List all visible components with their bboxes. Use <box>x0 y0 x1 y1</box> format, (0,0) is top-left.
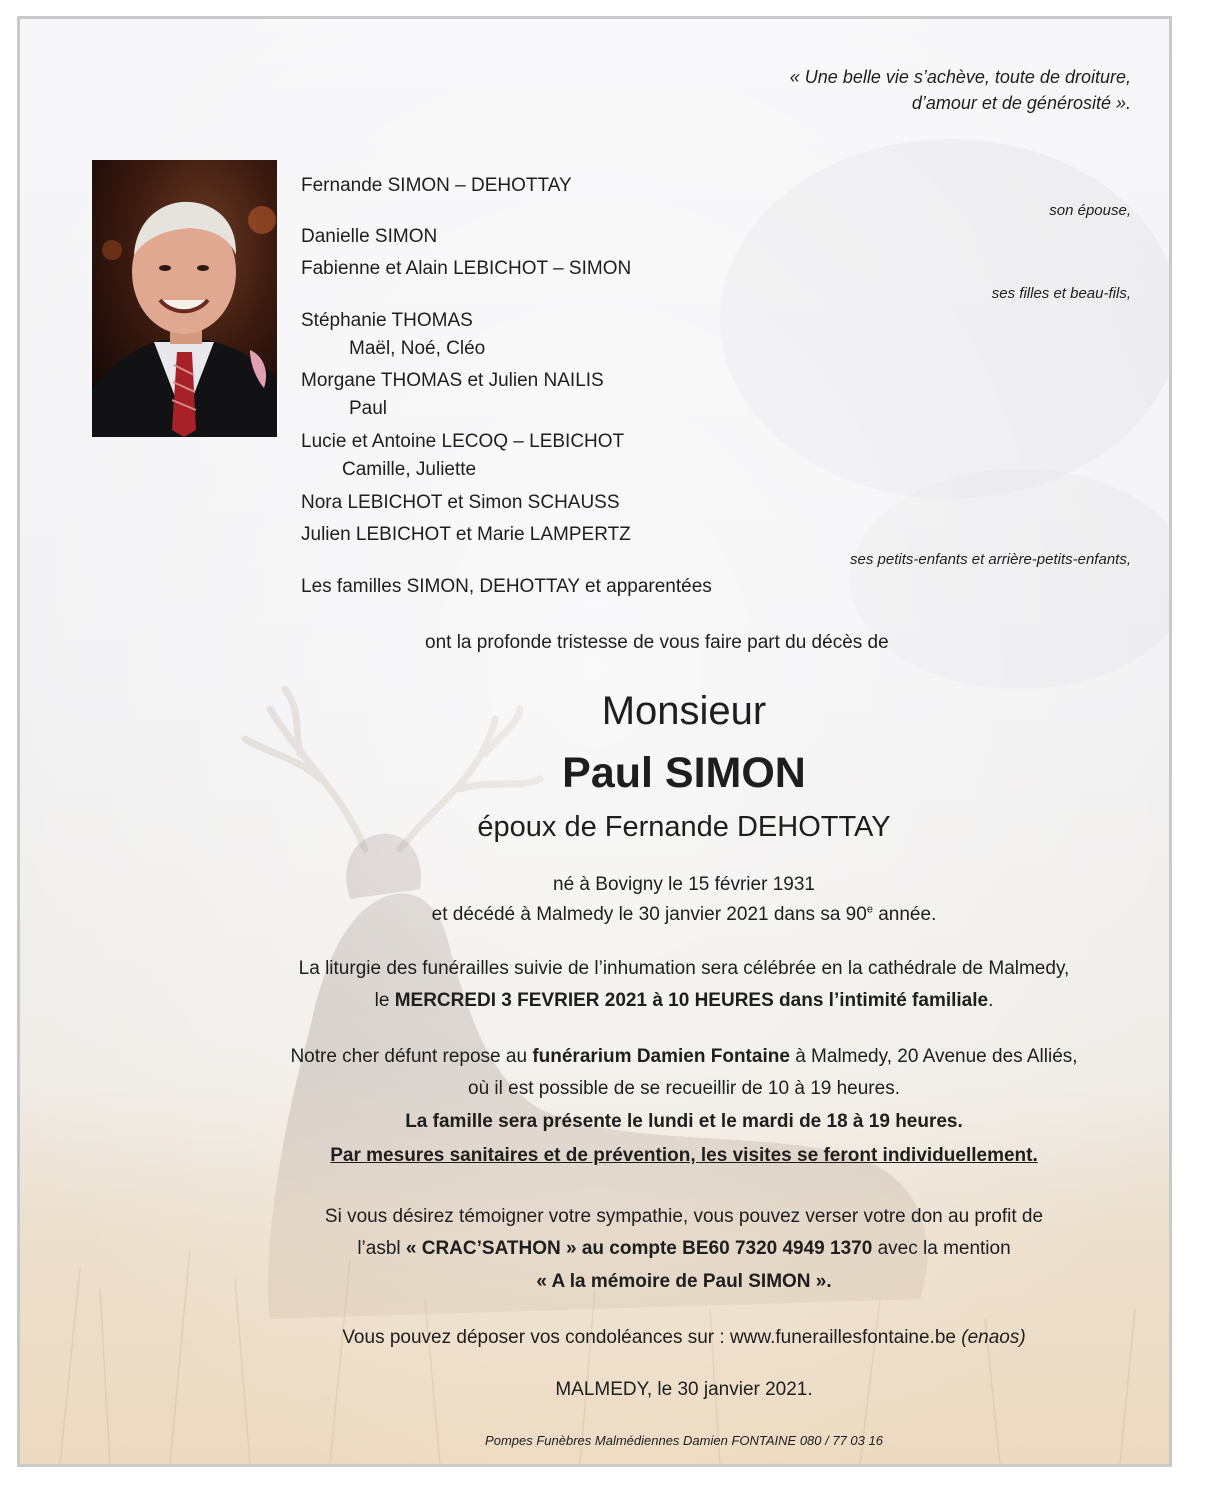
death-info <box>304 903 1064 927</box>
grandchildren-role: ses petits-enfants et arrière-petits-enfants, <box>850 551 1131 568</box>
condolences-platform: (enaos) <box>961 1327 1026 1348</box>
deceased-name: Paul SIMON <box>562 749 806 797</box>
funeral-datetime: MERCREDI 3 FEVRIER 2021 à 10 HEURES dans l’intimité familiale <box>394 990 989 1011</box>
quote-line-2: d’amour et de générosité ». <box>911 93 1131 113</box>
announcement: ont la profonde tristesse de vous faire part du décès de <box>425 632 889 653</box>
grandchild-2: Morgane THOMAS et Julien NAILIS <box>301 370 604 391</box>
rest-line-2: où il est possible de se recueillir de 10 à 19 heures. <box>468 1078 900 1099</box>
family-daughter-1: Danielle SIMON <box>301 226 438 247</box>
funeral-home-footer: Pompes Funèbres Malmédiennes Damien FONTAINE 080 / 77 03 16 <box>485 1433 883 1448</box>
wife-role: son épouse, <box>1049 202 1131 219</box>
grandchild-1: Stéphanie THOMAS <box>301 310 473 331</box>
family-daughter-2: Fabienne et Alain LEBICHOT – SIMON <box>301 258 632 279</box>
rest-line-1-pre: Notre cher défunt repose au <box>290 1046 533 1067</box>
deceased-spouse: époux de Fernande DEHOTTAY <box>477 811 891 843</box>
donation-line-2-post: avec la mention <box>872 1238 1011 1259</box>
portrait-illustration <box>92 160 277 437</box>
funerarium-name: funérarium Damien Fontaine <box>532 1046 790 1067</box>
family-wife: Fernande SIMON – DEHOTTAY <box>301 175 572 196</box>
donation-line-2 <box>184 1237 1172 1261</box>
rest-line-1 <box>184 1045 1172 1069</box>
donation-line-1: Si vous désirez témoigner votre sympathie, vous pouvez verser votre don au profit de <box>324 1206 1044 1227</box>
condolences <box>184 1326 1172 1350</box>
deceased-title: Monsieur <box>601 689 767 733</box>
grandchild-2-children: Paul <box>349 398 388 419</box>
daughters-role: ses filles et beau-fils, <box>991 285 1131 302</box>
grandchild-5: Julien LEBICHOT et Marie LAMPERTZ <box>301 524 631 545</box>
death-info-text: et décédé à Malmedy le 30 janvier 2021 dans sa 90 <box>431 904 867 925</box>
quote-line-1: « Une belle vie s’achève, toute de droiture, <box>789 67 1131 87</box>
birth-info: né à Bovigny le 15 février 1931 <box>553 874 815 895</box>
condolences-text: Vous pouvez déposer vos condoléances sur : www.funeraillesfontaine.be <box>342 1327 962 1348</box>
extended-families: Les familles SIMON, DEHOTTAY et apparentées <box>301 576 712 597</box>
funeral-line-1: La liturgie des funérailles suivie de l’inhumation sera célébrée en la cathédrale de Malmedy, <box>298 958 1070 979</box>
donation-line-2-pre: l’asbl <box>357 1238 406 1259</box>
place-date: MALMEDY, le 30 janvier 2021. <box>555 1379 813 1400</box>
quote <box>790 64 1131 116</box>
grandchild-4: Nora LEBICHOT et Simon SCHAUSS <box>301 492 620 513</box>
death-info-superscript: e <box>866 903 873 916</box>
portrait-photo <box>92 160 277 437</box>
grandchild-1-children: Maël, Noé, Cléo <box>349 338 486 359</box>
family-presence: La famille sera présente le lundi et le mardi de 18 à 19 heures. <box>405 1111 963 1132</box>
sanitary-notice: Par mesures sanitaires et de prévention, les visites se feront individuellement. <box>330 1145 1038 1166</box>
donation-mention: « A la mémoire de Paul SIMON ». <box>536 1271 832 1292</box>
funeral-line-2 <box>184 989 1172 1013</box>
grandchild-3-children: Camille, Juliette <box>342 459 477 480</box>
donation-account: « CRAC’SATHON » au compte BE60 7320 4949 1370 <box>405 1238 873 1259</box>
obituary-card <box>17 16 1172 1467</box>
funeral-line-2-post: . <box>988 990 994 1011</box>
death-info-suffix: année. <box>872 904 937 925</box>
funeral-line-2-pre: le <box>374 990 395 1011</box>
grandchild-3: Lucie et Antoine LECOQ – LEBICHOT <box>301 431 625 452</box>
rest-line-1-post: à Malmedy, 20 Avenue des Alliés, <box>789 1046 1078 1067</box>
